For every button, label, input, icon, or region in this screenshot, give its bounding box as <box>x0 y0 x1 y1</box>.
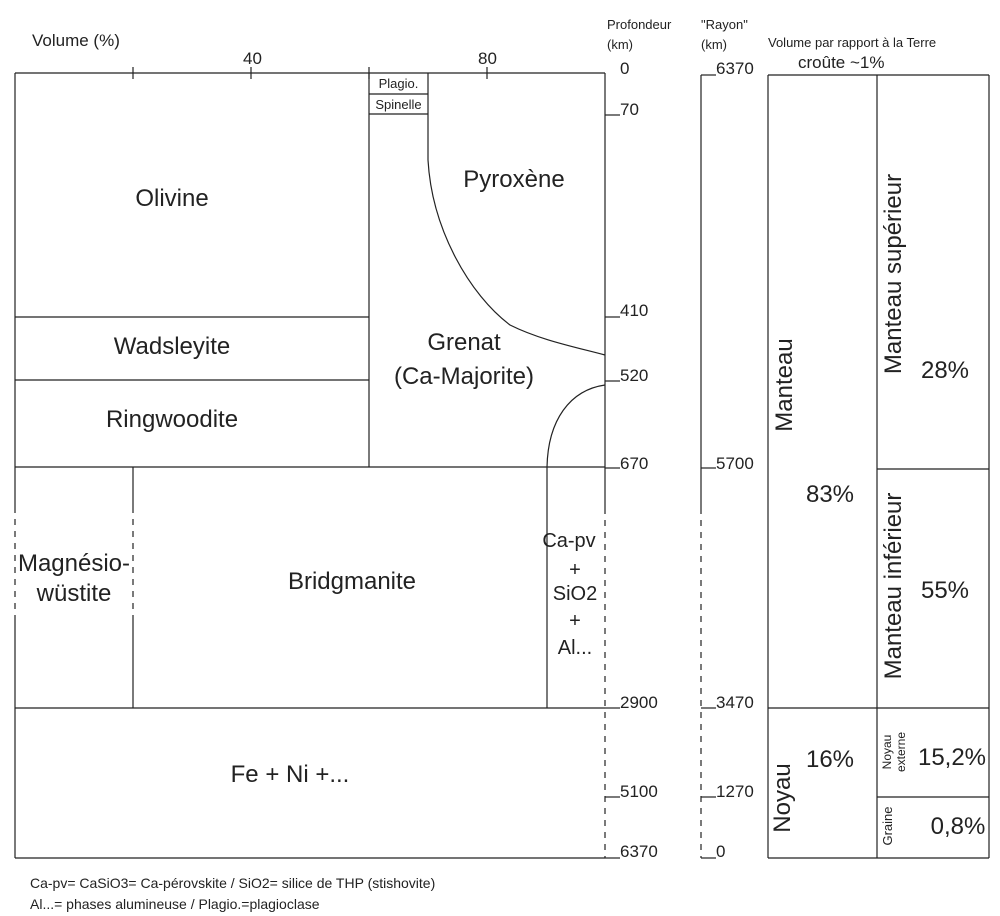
noyau-percent: 16% <box>805 746 855 773</box>
manteau-inferieur-percent: 55% <box>920 577 970 604</box>
depth-tick-70: 70 <box>620 100 639 119</box>
volume-axis-label: Volume (%) <box>32 31 120 50</box>
capv-label-5: Al... <box>557 637 593 659</box>
radius-tick-3470: 3470 <box>716 693 754 712</box>
bridgmanite-label: Bridgmanite <box>287 568 417 595</box>
volume-tick-label-40: 40 <box>243 49 262 68</box>
grenat-label: Grenat <box>427 329 501 356</box>
capv-label-4: + <box>569 610 581 632</box>
manteau-superieur-label: Manteau supérieur <box>880 173 907 375</box>
pyroxene-label: Pyroxène <box>463 166 565 193</box>
depth-tick-0: 0 <box>620 59 630 78</box>
manteau-percent: 83% <box>805 481 855 508</box>
noyau-externe-label-line2: externe <box>894 731 908 773</box>
depth-header-line1: Profondeur <box>607 17 672 32</box>
pyroxene-garnet-curve <box>428 114 605 355</box>
depth-header-line2: (km) <box>607 37 633 52</box>
capv-label-1: Ca-pv <box>542 530 596 552</box>
legend-line-1: Ca-pv= CaSiO3= Ca-pérovskite / SiO2= silice de THP (stishovite) <box>30 875 436 891</box>
graine-percent: 0,8% <box>930 813 986 840</box>
depth-tick-6370: 6370 <box>620 842 658 861</box>
noyau-externe-label-line1: Noyau <box>880 734 894 770</box>
volume-earth-header: Volume par rapport à la Terre <box>768 35 937 50</box>
wadsleyite-label: Wadsleyite <box>113 333 231 360</box>
manteau-label: Manteau <box>771 338 798 432</box>
depth-tick-5100: 5100 <box>620 782 658 801</box>
depth-tick-670: 670 <box>620 454 649 473</box>
spinelle-label: Spinelle <box>375 97 422 112</box>
plagio-label: Plagio. <box>378 76 419 91</box>
noyau-externe-percent: 15,2% <box>917 744 987 771</box>
manteau-superieur-percent: 28% <box>920 357 970 384</box>
manteau-inferieur-label: Manteau inférieur <box>880 492 907 680</box>
radius-header-line1: "Rayon" <box>701 17 748 32</box>
radius-tick-1270: 1270 <box>716 782 754 801</box>
legend-line-2: Al...= phases alumineuse / Plagio.=plagioclase <box>30 896 320 912</box>
ringwoodite-label: Ringwoodite <box>105 406 239 433</box>
graine-label: Graine <box>880 806 895 846</box>
magnesiowustite-label-line1: Magnésio- <box>17 550 131 577</box>
volume-tick-label-80: 80 <box>478 49 497 68</box>
depth-tick-410: 410 <box>620 301 649 320</box>
garnet-capv-curve <box>547 385 605 467</box>
radius-tick-6370: 6370 <box>716 59 754 78</box>
capv-label-3: SiO2 <box>552 583 598 605</box>
core-label: Fe + Ni +... <box>230 761 350 788</box>
crust-label: croûte ~1% <box>798 53 885 72</box>
olivine-label: Olivine <box>135 185 209 212</box>
capv-label-2: + <box>569 559 581 581</box>
noyau-label: Noyau <box>769 763 796 833</box>
depth-tick-520: 520 <box>620 366 649 385</box>
radius-tick-0: 0 <box>716 842 726 861</box>
grenat-subtitle: (Ca-Majorite) <box>393 363 535 390</box>
radius-header-line2: (km) <box>701 37 727 52</box>
radius-tick-5700: 5700 <box>716 454 754 473</box>
magnesiowustite-label-line2: wüstite <box>36 580 112 607</box>
depth-tick-2900: 2900 <box>620 693 658 712</box>
